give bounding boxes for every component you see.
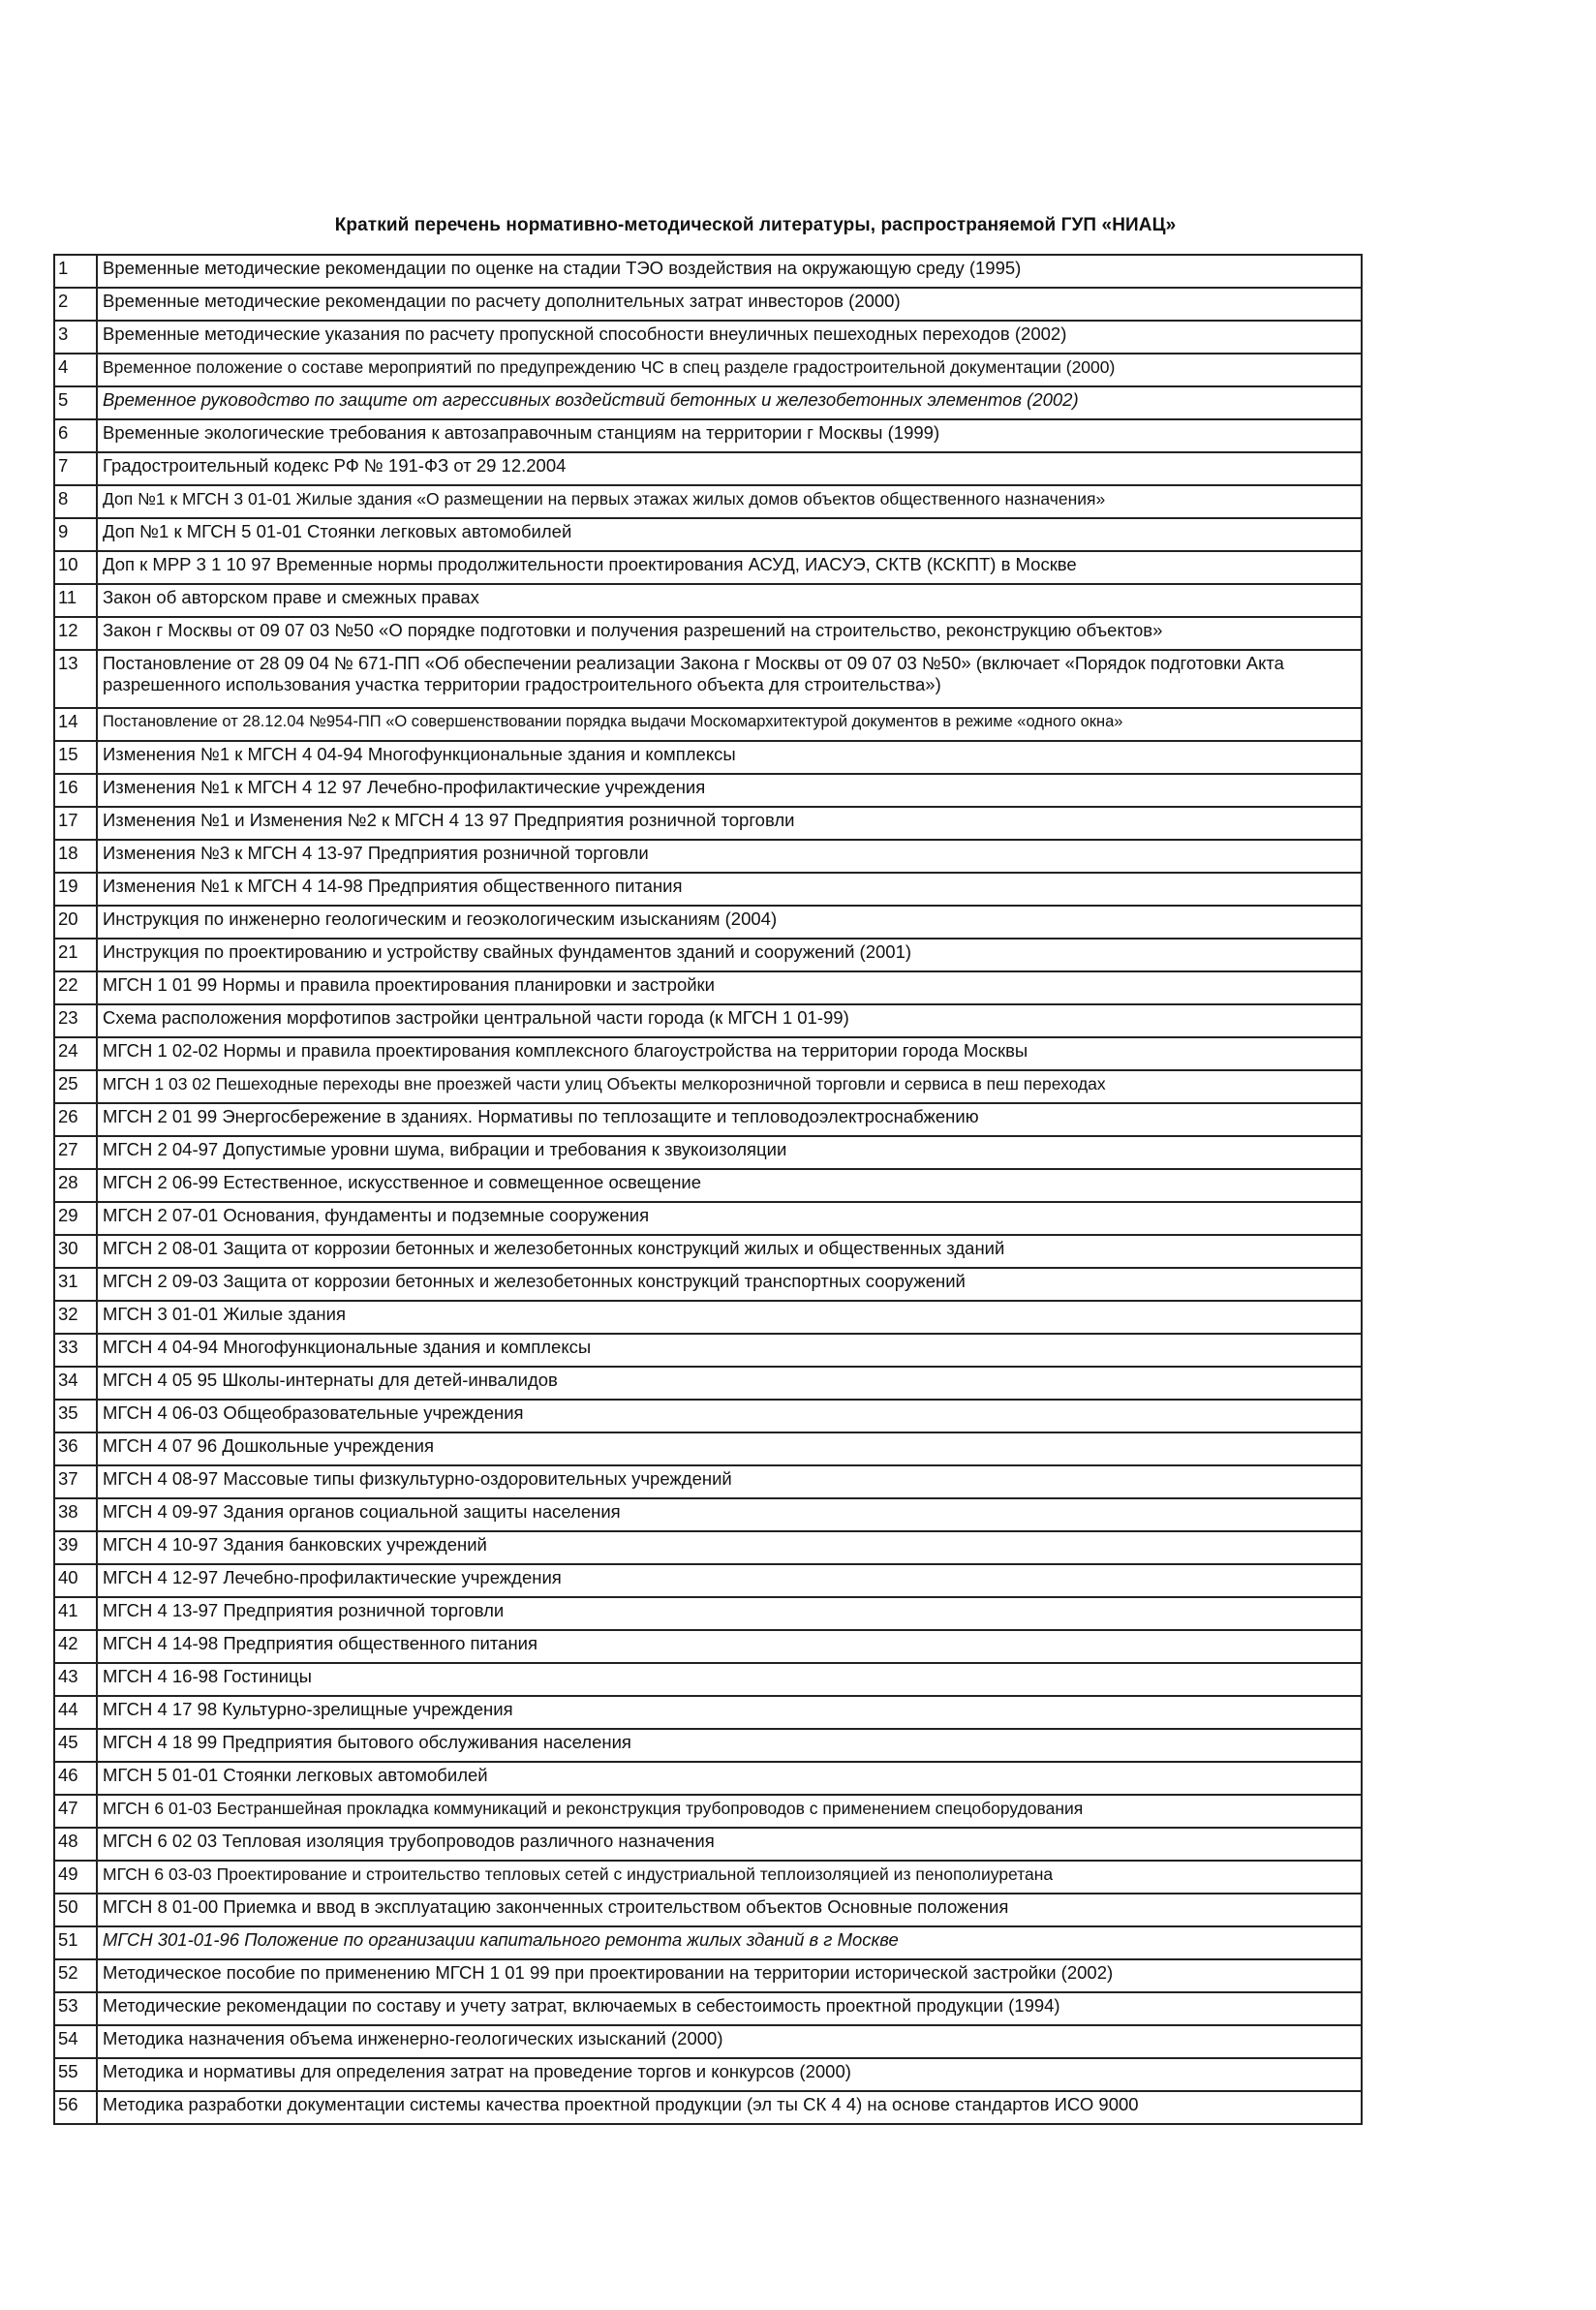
row-title: МГСН 1 01 99 Нормы и правила проектирования планировки и застройки xyxy=(97,971,1362,1004)
table-row xyxy=(54,1597,1362,1630)
table-row xyxy=(54,419,1362,452)
table-row xyxy=(54,1268,1362,1301)
row-title: Методическое пособие по применению МГСН 1 01 99 при проектировании на территории исторической застройки (2002) xyxy=(97,1959,1362,1992)
row-number: 12 xyxy=(54,617,97,650)
row-title: МГСН 4 07 96 Дошкольные учреждения xyxy=(97,1432,1362,1465)
row-title: Градостроительный кодекс РФ № 191-ФЗ от 29 12.2004 xyxy=(97,452,1362,485)
row-number: 6 xyxy=(54,419,97,452)
row-title: Временное положение о составе мероприятий по предупреждению ЧС в спец разделе градостроительной документации (2000) xyxy=(97,354,1362,386)
row-title: Доп к МРР 3 1 10 97 Временные нормы продолжительности проектирования АСУД, ИАСУЭ, СКТВ (КСКПТ) в Москве xyxy=(97,551,1362,584)
table-row xyxy=(54,1103,1362,1136)
row-number: 19 xyxy=(54,873,97,906)
row-title: МГСН 2 07-01 Основания, фундаменты и подземные сооружения xyxy=(97,1202,1362,1235)
row-number: 2 xyxy=(54,288,97,321)
row-title: Доп №1 к МГСН 5 01-01 Стоянки легковых автомобилей xyxy=(97,518,1362,551)
row-number: 14 xyxy=(54,708,97,741)
row-title: МГСН 4 17 98 Культурно-зрелищные учреждения xyxy=(97,1696,1362,1729)
row-number: 20 xyxy=(54,906,97,939)
row-number: 53 xyxy=(54,1992,97,2025)
row-title: МГСН 8 01-00 Приемка и ввод в эксплуатацию законченных строительством объектов Основные положения xyxy=(97,1894,1362,1926)
table-row xyxy=(54,584,1362,617)
table-row xyxy=(54,354,1362,386)
row-title: МГСН 2 06-99 Естественное, искусственное и совмещенное освещение xyxy=(97,1169,1362,1202)
row-title: Временные методические рекомендации по оценке на стадии ТЭО воздействия на окружающую среду (1995) xyxy=(97,255,1362,288)
row-title: Инструкция по инженерно геологическим и геоэкологическим изысканиям (2004) xyxy=(97,906,1362,939)
table-row xyxy=(54,1498,1362,1531)
row-number: 56 xyxy=(54,2091,97,2124)
table-row xyxy=(54,906,1362,939)
row-number: 39 xyxy=(54,1531,97,1564)
row-number: 31 xyxy=(54,1268,97,1301)
row-number: 10 xyxy=(54,551,97,584)
row-title: МГСН 4 13-97 Предприятия розничной торговли xyxy=(97,1597,1362,1630)
row-number: 27 xyxy=(54,1136,97,1169)
row-title: МГСН 2 08-01 Защита от коррозии бетонных и железобетонных конструкций жилых и общественных зданий xyxy=(97,1235,1362,1268)
row-title: МГСН 6 02 03 Тепловая изоляция трубопроводов различного назначения xyxy=(97,1828,1362,1861)
row-title: МГСН 301-01-96 Положение по организации капитального ремонта жилых зданий в г Москве xyxy=(97,1926,1362,1959)
row-number: 23 xyxy=(54,1004,97,1037)
row-title: Схема расположения морфотипов застройки центральной части города (к МГСН 1 01-99) xyxy=(97,1004,1362,1037)
table-row xyxy=(54,650,1362,708)
table-row xyxy=(54,288,1362,321)
table-row xyxy=(54,617,1362,650)
table-row xyxy=(54,1992,1362,2025)
table-row xyxy=(54,807,1362,840)
row-title: МГСН 4 14-98 Предприятия общественного питания xyxy=(97,1630,1362,1663)
table-row xyxy=(54,1037,1362,1070)
row-number: 30 xyxy=(54,1235,97,1268)
row-number: 32 xyxy=(54,1301,97,1334)
row-title: МГСН 1 03 02 Пешеходные переходы вне проезжей части улиц Объекты мелкорозничной торговли и сервиса в пеш переходах xyxy=(97,1070,1362,1103)
table-row xyxy=(54,1301,1362,1334)
row-title: Временные методические рекомендации по расчету дополнительных затрат инвесторов (2000) xyxy=(97,288,1362,321)
row-title: Временные методические указания по расчету пропускной способности внеуличных пешеходных переходов (2002) xyxy=(97,321,1362,354)
row-title: Постановление от 28 09 04 № 671-ПП «Об обеспечении реализации Закона г Москвы от 09 07 03 №50» (включает «Порядок подготовки Акта разрешенного использования участка территории градостроительного объекта для строительства») xyxy=(97,650,1362,708)
row-number: 21 xyxy=(54,939,97,971)
table-row xyxy=(54,1663,1362,1696)
row-number: 33 xyxy=(54,1334,97,1367)
table-row xyxy=(54,1070,1362,1103)
table-row xyxy=(54,1202,1362,1235)
row-title: МГСН 3 01-01 Жилые здания xyxy=(97,1301,1362,1334)
table-row xyxy=(54,840,1362,873)
row-title: МГСН 5 01-01 Стоянки легковых автомобилей xyxy=(97,1762,1362,1795)
table-row xyxy=(54,1630,1362,1663)
literature-table-body xyxy=(54,255,1362,2124)
row-title: МГСН 4 18 99 Предприятия бытового обслуживания населения xyxy=(97,1729,1362,1762)
table-row xyxy=(54,2058,1362,2091)
row-number: 8 xyxy=(54,485,97,518)
row-number: 37 xyxy=(54,1465,97,1498)
row-title: Методические рекомендации по составу и учету затрат, включаемых в себестоимость проектной продукции (1994) xyxy=(97,1992,1362,2025)
row-number: 47 xyxy=(54,1795,97,1828)
row-title: Доп №1 к МГСН 3 01-01 Жилые здания «О размещении на первых этажах жилых домов объектов общественного назначения» xyxy=(97,485,1362,518)
row-number: 34 xyxy=(54,1367,97,1400)
row-title: Изменения №1 к МГСН 4 14-98 Предприятия общественного питания xyxy=(97,873,1362,906)
table-row xyxy=(54,1762,1362,1795)
row-title: Постановление от 28.12.04 №954-ПП «О совершенствовании порядка выдачи Москомархитектурой документов в режиме «одного окна» xyxy=(97,708,1362,741)
row-number: 16 xyxy=(54,774,97,807)
row-number: 17 xyxy=(54,807,97,840)
row-title: Временное руководство по защите от агрессивных воздействий бетонных и железобетонных элементов (2002) xyxy=(97,386,1362,419)
row-number: 15 xyxy=(54,741,97,774)
table-row xyxy=(54,1729,1362,1762)
row-number: 18 xyxy=(54,840,97,873)
row-title: Изменения №1 и Изменения №2 к МГСН 4 13 97 Предприятия розничной торговли xyxy=(97,807,1362,840)
table-row xyxy=(54,321,1362,354)
table-row xyxy=(54,1795,1362,1828)
row-title: МГСН 4 16-98 Гостиницы xyxy=(97,1663,1362,1696)
table-row xyxy=(54,1564,1362,1597)
row-title: Методика и нормативы для определения затрат на проведение торгов и конкурсов (2000) xyxy=(97,2058,1362,2091)
row-title: МГСН 1 02-02 Нормы и правила проектирования комплексного благоустройства на территории города Москвы xyxy=(97,1037,1362,1070)
row-title: МГСН 4 09-97 Здания органов социальной защиты населения xyxy=(97,1498,1362,1531)
row-title: МГСН 4 05 95 Школы-интернаты для детей-инвалидов xyxy=(97,1367,1362,1400)
row-number: 7 xyxy=(54,452,97,485)
literature-table xyxy=(53,254,1363,2125)
row-title: Закон г Москвы от 09 07 03 №50 «О порядке подготовки и получения разрешений на строительство, реконструкцию объектов» xyxy=(97,617,1362,650)
row-number: 36 xyxy=(54,1432,97,1465)
row-number: 44 xyxy=(54,1696,97,1729)
row-number: 4 xyxy=(54,354,97,386)
row-number: 46 xyxy=(54,1762,97,1795)
row-number: 51 xyxy=(54,1926,97,1959)
row-number: 52 xyxy=(54,1959,97,1992)
row-number: 28 xyxy=(54,1169,97,1202)
row-title: МГСН 4 10-97 Здания банковских учреждений xyxy=(97,1531,1362,1564)
row-number: 22 xyxy=(54,971,97,1004)
row-title: Закон об авторском праве и смежных правах xyxy=(97,584,1362,617)
row-number: 1 xyxy=(54,255,97,288)
table-row xyxy=(54,1400,1362,1432)
row-title: Методика разработки документации системы качества проектной продукции (эл ты СК 4 4) на основе стандартов ИСО 9000 xyxy=(97,2091,1362,2124)
row-number: 49 xyxy=(54,1861,97,1894)
row-number: 43 xyxy=(54,1663,97,1696)
table-row xyxy=(54,1959,1362,1992)
table-row xyxy=(54,452,1362,485)
row-title: Инструкция по проектированию и устройству свайных фундаментов зданий и сооружений (2001) xyxy=(97,939,1362,971)
table-row xyxy=(54,518,1362,551)
row-number: 35 xyxy=(54,1400,97,1432)
row-title: МГСН 4 04-94 Многофункциональные здания и комплексы xyxy=(97,1334,1362,1367)
row-number: 41 xyxy=(54,1597,97,1630)
row-title: МГСН 2 04-97 Допустимые уровни шума, вибрации и требования к звукоизоляции xyxy=(97,1136,1362,1169)
row-title: Изменения №1 к МГСН 4 12 97 Лечебно-профилактические учреждения xyxy=(97,774,1362,807)
row-number: 38 xyxy=(54,1498,97,1531)
row-title: Методика назначения объема инженерно-геологических изысканий (2000) xyxy=(97,2025,1362,2058)
table-row xyxy=(54,1004,1362,1037)
table-row xyxy=(54,1432,1362,1465)
row-title: МГСН 6 03-03 Проектирование и строительство тепловых сетей с индустриальной теплоизоляцией из пенополиуретана xyxy=(97,1861,1362,1894)
row-title: МГСН 2 09-03 Защита от коррозии бетонных и железобетонных конструкций транспортных сооружений xyxy=(97,1268,1362,1301)
table-row xyxy=(54,1531,1362,1564)
table-row xyxy=(54,2091,1362,2124)
row-title: Временные экологические требования к автозаправочным станциям на территории г Москвы (1999) xyxy=(97,419,1362,452)
row-title: Изменения №3 к МГСН 4 13-97 Предприятия розничной торговли xyxy=(97,840,1362,873)
table-row xyxy=(54,1828,1362,1861)
table-row xyxy=(54,1465,1362,1498)
table-row xyxy=(54,485,1362,518)
table-row xyxy=(54,1861,1362,1894)
table-row xyxy=(54,1367,1362,1400)
table-row xyxy=(54,386,1362,419)
row-number: 13 xyxy=(54,650,97,708)
table-row xyxy=(54,873,1362,906)
document-title: Краткий перечень нормативно-методической литературы, распространяемой ГУП «НИАЦ» xyxy=(334,215,1177,235)
table-row xyxy=(54,774,1362,807)
row-title: МГСН 4 08-97 Массовые типы физкультурно-оздоровительных учреждений xyxy=(97,1465,1362,1498)
row-number: 54 xyxy=(54,2025,97,2058)
table-row xyxy=(54,1136,1362,1169)
row-number: 50 xyxy=(54,1894,97,1926)
table-row xyxy=(54,1926,1362,1959)
row-number: 5 xyxy=(54,386,97,419)
table-row xyxy=(54,939,1362,971)
table-row xyxy=(54,1696,1362,1729)
row-number: 40 xyxy=(54,1564,97,1597)
table-row xyxy=(54,255,1362,288)
row-title: Изменения №1 к МГСН 4 04-94 Многофункциональные здания и комплексы xyxy=(97,741,1362,774)
row-number: 26 xyxy=(54,1103,97,1136)
row-number: 3 xyxy=(54,321,97,354)
table-row xyxy=(54,551,1362,584)
table-row xyxy=(54,1894,1362,1926)
row-number: 55 xyxy=(54,2058,97,2091)
table-row xyxy=(54,1169,1362,1202)
table-row xyxy=(54,971,1362,1004)
row-number: 42 xyxy=(54,1630,97,1663)
table-row xyxy=(54,1235,1362,1268)
row-number: 25 xyxy=(54,1070,97,1103)
row-number: 24 xyxy=(54,1037,97,1070)
row-number: 45 xyxy=(54,1729,97,1762)
row-number: 29 xyxy=(54,1202,97,1235)
row-number: 48 xyxy=(54,1828,97,1861)
row-title: МГСН 4 06-03 Общеобразовательные учреждения xyxy=(97,1400,1362,1432)
row-number: 11 xyxy=(54,584,97,617)
table-row xyxy=(54,741,1362,774)
table-row xyxy=(54,1334,1362,1367)
row-title: МГСН 4 12-97 Лечебно-профилактические учреждения xyxy=(97,1564,1362,1597)
row-title: МГСН 2 01 99 Энергосбережение в зданиях. Нормативы по теплозащите и тепловодоэлектроснабжению xyxy=(97,1103,1362,1136)
row-title: МГСН 6 01-03 Бестраншейная прокладка коммуникаций и реконструкция трубопроводов с применением спецоборудования xyxy=(97,1795,1362,1828)
table-row xyxy=(54,2025,1362,2058)
table-row xyxy=(54,708,1362,741)
row-number: 9 xyxy=(54,518,97,551)
